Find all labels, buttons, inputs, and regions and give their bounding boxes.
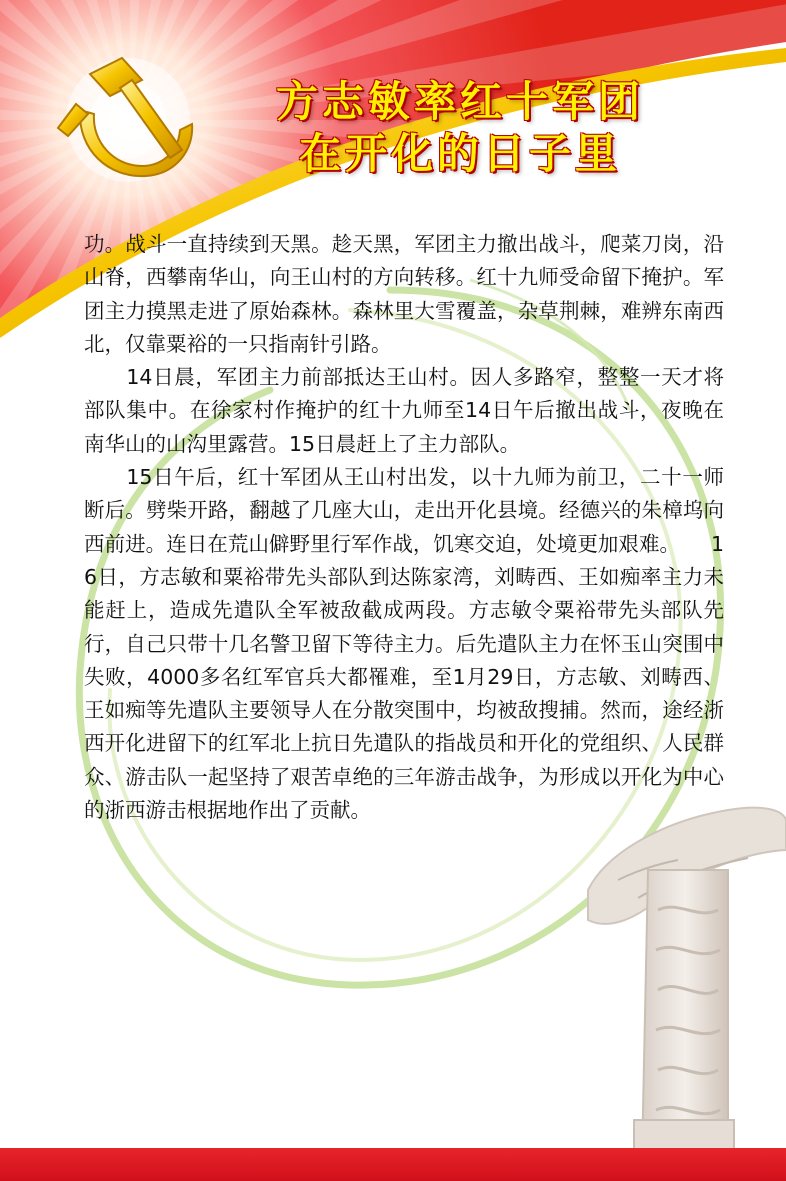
huabiao-pillar: [578, 780, 786, 1160]
paragraph-2: 14日晨，军团主力前部抵达王山村。因人多路窄，整整一天才将部队集中。在徐家村作掩护的红十九师至14日午后撤出战斗，夜晚在南华山的山沟里露营。15日晨赶上了主力部队。: [84, 365, 724, 456]
title-line-1: 方志敏率红十军团: [275, 77, 644, 126]
footer-bar: [0, 1148, 786, 1181]
title-line-2: 在开化的日子里: [298, 129, 621, 178]
paragraph-1: 功。战斗一直持续到天黑。趁天黑，军团主力撤出战斗，爬菜刀岗，沿山脊，西攀南华山，向王山村的方向转移。红十九师受命留下掩护。军团主力摸黑走进了原始森林。森林里大雪覆盖，杂草荆棘，难辨东南西北，仅靠粟裕的一只指南针引路。: [84, 232, 724, 356]
page-title: [225, 76, 695, 180]
paragraph-3: 15日午后，红十军团从王山村出发，以十九师为前卫，二十一师断后。劈柴开路，翻越了几座大山，走出开化县境。经德兴的朱樟坞向西前进。连日在荒山僻野里行军作战，饥寒交迫，处境更加艰难。 16日，方志敏和粟裕带先头部队到达陈家湾，刘畴西、王如痴率主力未能赶上，造成先遣队全军被敌截成两段。方志敏令粟裕带先头部队先行，自己只带十几名警卫留下等待主力。后先遣队主力在怀玉山突围中失败，4000多名红军官兵大都罹难，至1月29日，方志敏、刘畴西、王如痴等先遣队主要领导人在分散突围中，均被敌搜捕。然而，途经浙西开化进留下的红军北上抗日先遣队的指战员和开化的党组织、人民群众、游击队一起坚持了艰苦卓绝的三年游击战争，为形成以开化为中心的浙西游击根据地作出了贡献。: [84, 465, 724, 823]
article-body: [84, 228, 724, 827]
